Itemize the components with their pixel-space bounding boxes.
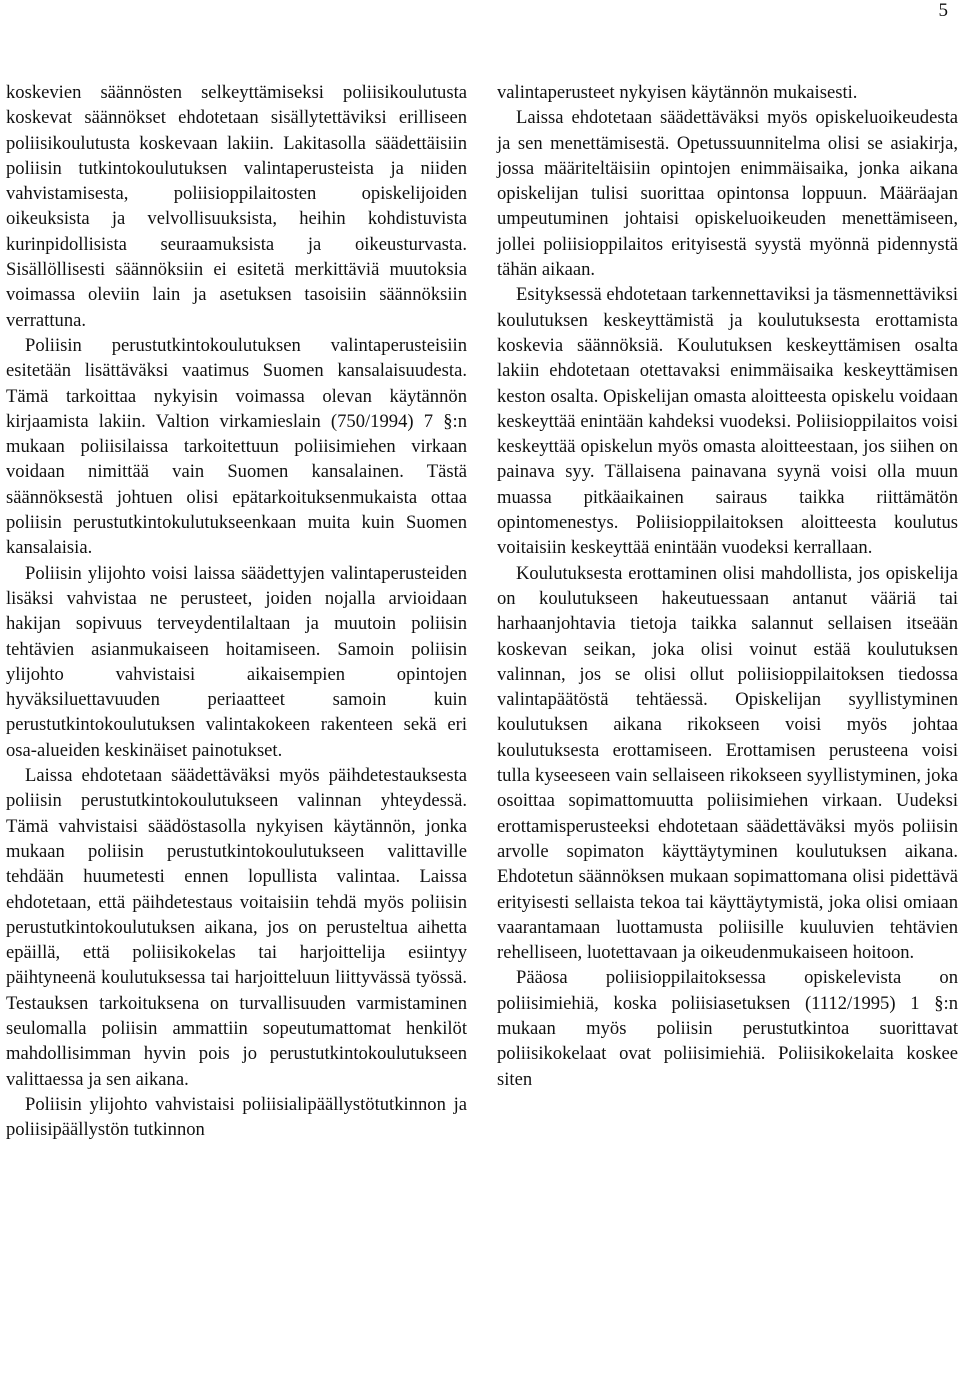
paragraph: valintaperusteet nykyisen käytännön mukaisesti.: [497, 82, 858, 103]
page-number: 5: [938, 0, 948, 21]
paragraph: koskevien säännösten selkeyttämiseksi poliisikoulutusta koskevat säännökset ehdotetaan sisällytettäviksi erilliseen poliisikoulutusta koskevaan lakiin. Lakitasolla säädettäisiin poliisin tutkintokoulutuksen valintaperusteista ja niiden vahvistamisesta, poliisioppilaitosten opiskelijoiden oikeuksista ja velvollisuuksista, heihin kohdistuvista kurinpidollisista seuraamuksista ja oikeusturvasta. Sisällöllisesti säännöksiin ei esitetä merkittäviä muutoksia voimassa oleviin lain ja asetuksen tasoisiin säännöksiin verrattuna.: [6, 82, 467, 331]
left-column: [6, 80, 467, 1142]
right-column: [497, 80, 958, 1092]
paragraph: Laissa ehdotetaan säädettäväksi myös opiskeluoikeudesta ja sen menettämisestä. Opetussuunnitelma olisi se asiakirja, jossa määriteltäisiin opintojen enimmäisaika, jonka aikana opiskelijan tulisi suorittaa opintonsa loppuun. Määräajan umpeutuminen johtaisi opiskeluoikeuden menettämiseen, jollei poliisioppilaitos erityisestä syystä myönnä pidennystä tähän aikaan.: [497, 107, 958, 281]
paragraph: Koulutuksesta erottaminen olisi mahdollista, jos opiskelija on koulutukseen hakeutuessaan antanut vääriä tai harhaanjohtavia tietoja taikka salannut sellaisen itseään koskevan seikan, joka olisi voinut estää koulutuksen valinnan, jos se olisi ollut poliisioppilaitoksen tiedossa valintapäätöstä tehtäessä. Opiskelijan syyllistyminen koulutuksen aikana rikokseen voisi myös johtaa koulutuksesta erottamiseen. Erottamisen perusteena voisi tulla kyseeseen vain sellaiseen rikokseen syyllistyminen, joka osoittaa sopimattomuutta poliisimiehen virkaan. Uudeksi erottamisperusteeksi ehdotetaan säädettäväksi myös poliisin arvolle sopimaton käyttäytyminen koulutuksen aikana. Ehdotetun säännöksen mukaan sopimattomana olisi pidettävä erityisesti sellaista tekoa tai käyttäytymistä, joka olisi omiaan vaarantamaan luottamusta poliisille kuuluvien tehtävien rehelliseen, luotettavaan ja oikeudenmukaiseen hoitoon.: [497, 562, 958, 964]
paragraph: Poliisin perustutkintokoulutuksen valintaperusteisiin esitetään lisättäväksi vaatimus Suomen kansalaisuudesta. Tämä tarkoittaa nykyisin voimassa olevan käytännön kirjaamista lakiin. Valtion virkamieslain (750/1994) 7 §:n mukaan poliisilaissa tarkoitettuun poliisimiehen virkaan voidaan nimittää vain Suomen kansalainen. Tästä säännöksestä johtuen olisi epätarkoituksenmukaista ottaa poliisin perustutkintokulutukseenkaan muita kuin Suomen kansalaisia.: [6, 334, 467, 559]
paragraph: Poliisin ylijohto vahvistaisi poliisialipäällystötutkinnon ja poliisipäällystön tutkinnon: [6, 1093, 467, 1141]
paragraph: Poliisin ylijohto voisi laissa säädettyjen valintaperusteiden lisäksi vahvistaa ne perusteet, joiden nojalla arvioidaan hakijan sopivuus terveydentilaltaan ja muutoin poliisin tehtävien asianmukaiseen hoitamiseen. Samoin poliisin ylijohto vahvistaisi aikaisempien opintojen hyväksiluettavuuden periaatteet samoin kuin perustutkintokoulutuksen valintakokeen rakenteen sekä eri osa-alueiden keskinäiset painotukset.: [6, 562, 467, 761]
paragraph: Laissa ehdotetaan säädettäväksi myös päihdetestauksesta poliisin perustutkintokoulutukseen valinnan yhteydessä. Tämä vahvistaisi säädöstasolla nykyisen käytännön, jonka mukaan poliisin perustutkintokoulutukseen valittaville tehdään huumetesti ennen lopullista valintaa. Laissa ehdotetaan, että päihdetestaus voitaisiin tehdä myös poliisin perustutkintokoulutuksen aikana, jos on perusteltua aihetta epäillä, että poliisikokelas tai harjoittelija esiintyy päihtyneenä koulutuksessa tai harjoitteluun liittyvässä työssä. Testauksen tarkoituksena on turvallisuuden varmistaminen seulomalla poliisin ammattiin sopeutumattomat henkilöt mahdollisimman hyvin pois jo perustutkintokoulutukseen valittaessa ja sen aikana.: [6, 765, 467, 1090]
paragraph: Esityksessä ehdotetaan tarkennettaviksi ja täsmennettäviksi koulutuksen keskeyttämistä ja koulutuksesta erottamista koskevia säännöksiä. Koulutuksen keskeyttämisen osalta lakiin ehdotetaan otettavaksi enimmäisaika keskeyttämisen keston osalta. Opiskelijan omasta aloitteesta opiskelu voidaan keskeyttää enintään kahdeksi vuodeksi. Poliisioppilaitos voisi keskeyttää opiskelun myös omasta aloitteestaan, jos siihen on painava syy. Tällaisena painavana syynä voisi olla muun muassa pitkäaikainen sairaus taikka riittämätön opintomenestys. Poliisioppilaitoksen aloitteesta koulutus voitaisiin keskeyttää enintään vuodeksi kerrallaan.: [497, 284, 958, 559]
paragraph: Pääosa poliisioppilaitoksessa opiskelevista on poliisimiehiä, koska poliisiasetuksen (1112/1995) 1 §:n mukaan myös poliisin perustutkintoa suorittavat poliisikokelaat ovat poliisimiehiä. Poliisikokelaita koskee siten: [497, 967, 958, 1090]
